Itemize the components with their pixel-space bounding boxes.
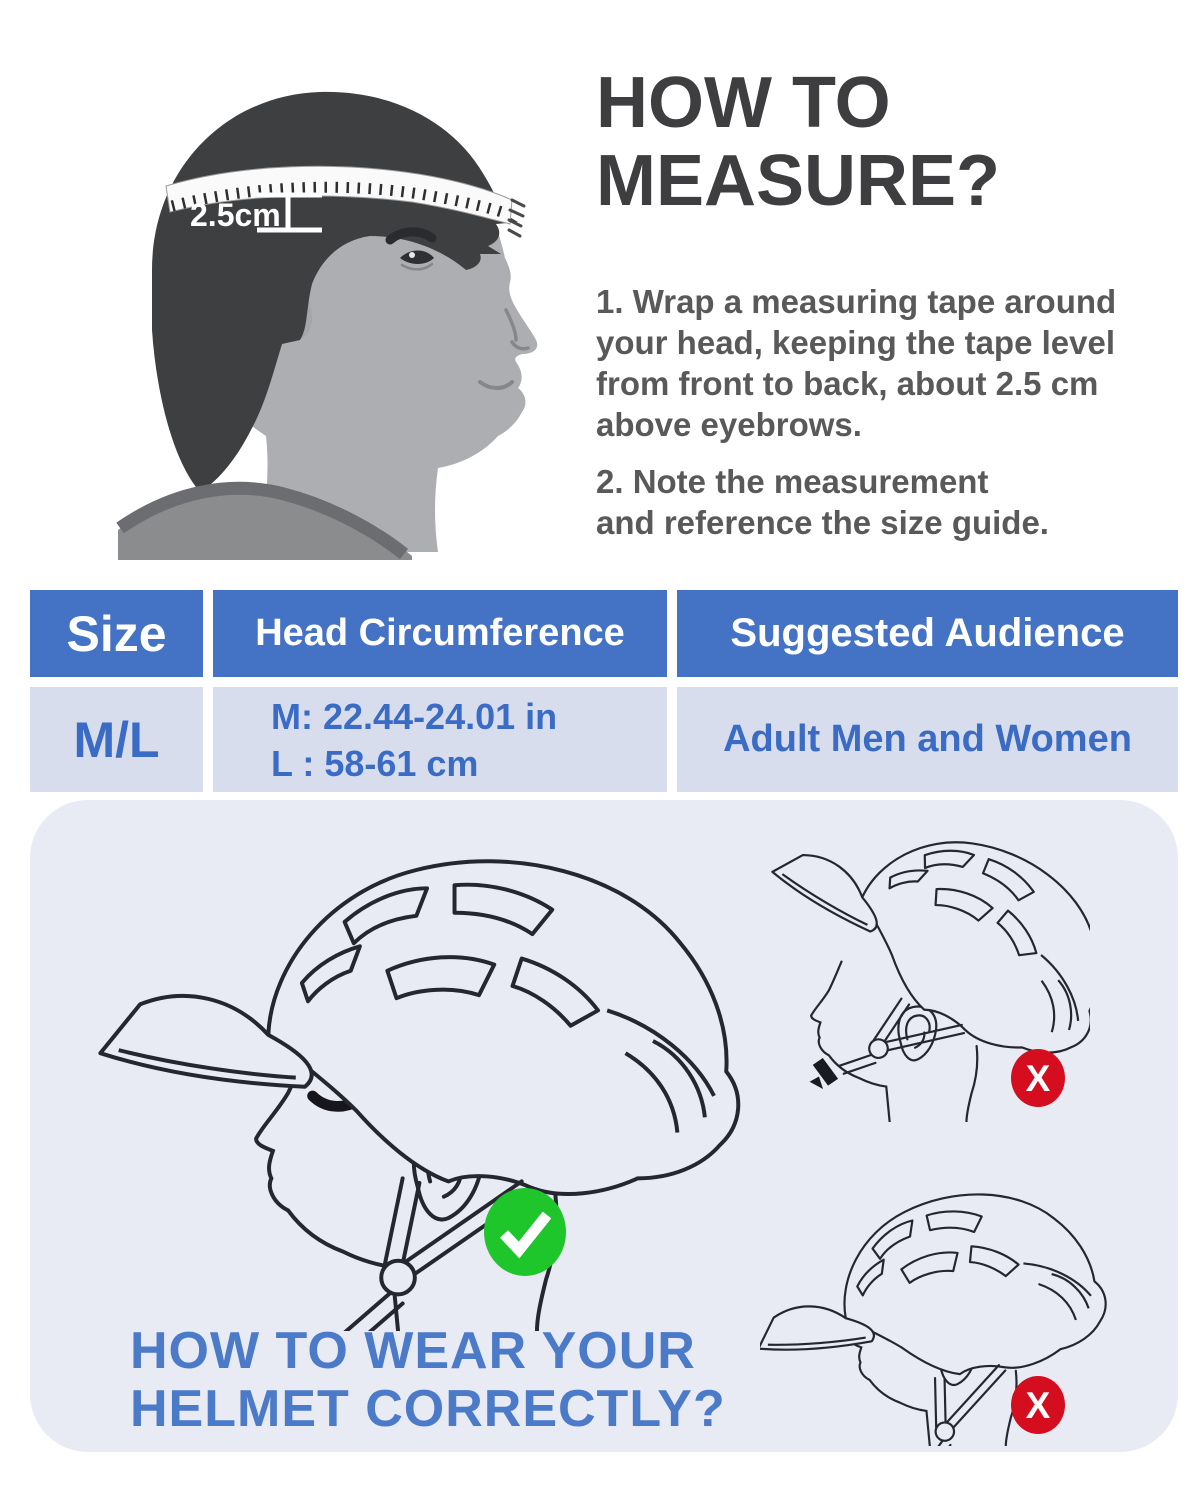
x-icon <box>1008 1375 1068 1435</box>
x-glyph: X <box>1025 1058 1051 1099</box>
measure-step-2 <box>596 461 1181 543</box>
measure-step-1: 1. Wrap a measuring tape around your head, keeping the tape level from front to back, about 2.5 cm above eyebrows. <box>596 283 1117 443</box>
circumference-lines <box>271 693 557 787</box>
table-cell-audience: Adult Men and Women <box>677 687 1178 792</box>
x-glyph: X <box>1025 1385 1051 1426</box>
helmet-correct-illustration <box>88 812 760 1331</box>
tape-offset-label: 2.5cm <box>190 197 281 233</box>
measure-title-line2: MEASURE? <box>596 141 1001 221</box>
table-header-size: Size <box>30 590 203 677</box>
table-header-circumference: Head Circumference <box>213 590 667 677</box>
measure-title-line1: HOW TO <box>596 63 891 143</box>
wear-title <box>130 1322 830 1438</box>
circumference-in: M: 22.44-24.01 in <box>271 695 558 737</box>
table-cell-circumference <box>213 687 667 792</box>
eye-glint <box>409 252 415 258</box>
circumference-cm: L : 58-61 cm <box>271 742 479 784</box>
table-header-audience: Suggested Audience <box>677 590 1178 677</box>
wear-title-line2: HELMET CORRECTLY? <box>130 1380 726 1438</box>
x-icon <box>1008 1048 1068 1108</box>
check-icon <box>480 1187 570 1277</box>
head-measure-illustration <box>60 40 540 560</box>
measure-step-2-line1: 2. Note the measurement <box>596 463 989 500</box>
wear-title-line1: HOW TO WEAR YOUR <box>130 1322 696 1380</box>
table-cell-size: M/L <box>30 687 203 792</box>
measure-step-2-line2: and reference the size guide. <box>596 504 1049 541</box>
measure-title <box>596 64 1156 220</box>
